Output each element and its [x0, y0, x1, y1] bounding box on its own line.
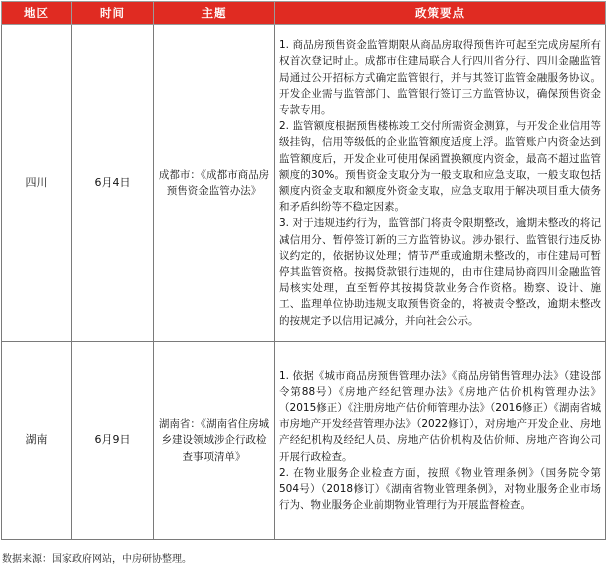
subject-cell: 成都市：《成都市商品房预售资金监管办法》: [154, 25, 275, 342]
table-row: [2, 342, 606, 540]
subject-cell: 湖南省：《湖南省住房城乡建设领域涉企行政检查事项清单》: [154, 342, 275, 540]
table-row: [2, 25, 606, 342]
policy-point: 1. 商品房预售资金监管期限从商品房取得预售许可起至完成房屋所有权首次登记时止。成都市住建局联合人行四川省分行、四川金融监管局通过公开招标方式确定监管银行，并与其签订监管金融服务协议。开发企业需与监管部门、监管银行签订三方监管协议，确保预售资金专款专用。: [279, 39, 601, 116]
policy-point: 2. 监管额度根据预售楼栋竣工交付所需资金测算，与开发企业信用等级挂钩，信用等级低的企业监管额度适度上浮。监管账户内资金达到监管额度后，开发企业可使用保函置换额度内资金，最高不超过监管额度的30%。预售资金支取分为一般支取和应急支取，一般支取包括额度内资金支取和额度外资金支取，应急支取用于解决项目重大债务和矛盾纠纷等不稳定因素。: [279, 120, 601, 214]
header-region: 地区: [2, 2, 72, 25]
policy-point: 3. 对于违规违约行为，监管部门将责令限期整改，逾期未整改的将记减信用分、暂停签订新的三方监管协议。涉办银行、监管银行违反协议约定的，依据协议处理；情节严重或逾期未整改的，市住建局可暂停其监管资格。按揭贷款银行违规的，由市住建局协商四川金融监管局核实处理，直至暂停其按揭贷款业务合作资格。勘察、设计、施工、监理单位协助违规支取预售资金的，将被责令整改，逾期未整改的按规定予以信用记减分，并向社会公示。: [279, 217, 601, 327]
header-policy-points: 政策要点: [275, 2, 606, 25]
policy-points-cell: [275, 342, 606, 540]
region-cell: 湖南: [2, 342, 72, 540]
data-source-note: 数据来源：国家政府网站，中房研协整理。: [2, 554, 192, 565]
policy-table: [1, 1, 606, 540]
header-subject: 主题: [154, 2, 275, 25]
date-cell: 6月4日: [72, 25, 154, 342]
policy-point: 2. 在物业服务企业检查方面，按照《物业管理条例》（国务院令第504号）（2018修订）《湖南省物业管理条例》，对物业服务企业市场行为、物业服务企业前期物业管理行为开展监督检查。: [279, 466, 601, 512]
header-time: 时间: [72, 2, 154, 25]
table-header-row: [2, 2, 606, 25]
date-cell: 6月9日: [72, 342, 154, 540]
region-cell: 四川: [2, 25, 72, 342]
policy-point: 1. 依据《城市商品房预售管理办法》《商品房销售管理办法》（建设部令第88号）《房地产经纪管理办法》《房地产估价机构管理办法》（2015修正）《注册房地产估价师管理办法》（2016修正）《湖南省城市房地产开发经营管理办法》（2022修订），对房地产开发企业、房地产经纪机构及经纪人员、房地产估价机构及估价师、房地产咨询公司开展行政检查。: [279, 369, 601, 463]
policy-points-cell: [275, 25, 606, 342]
